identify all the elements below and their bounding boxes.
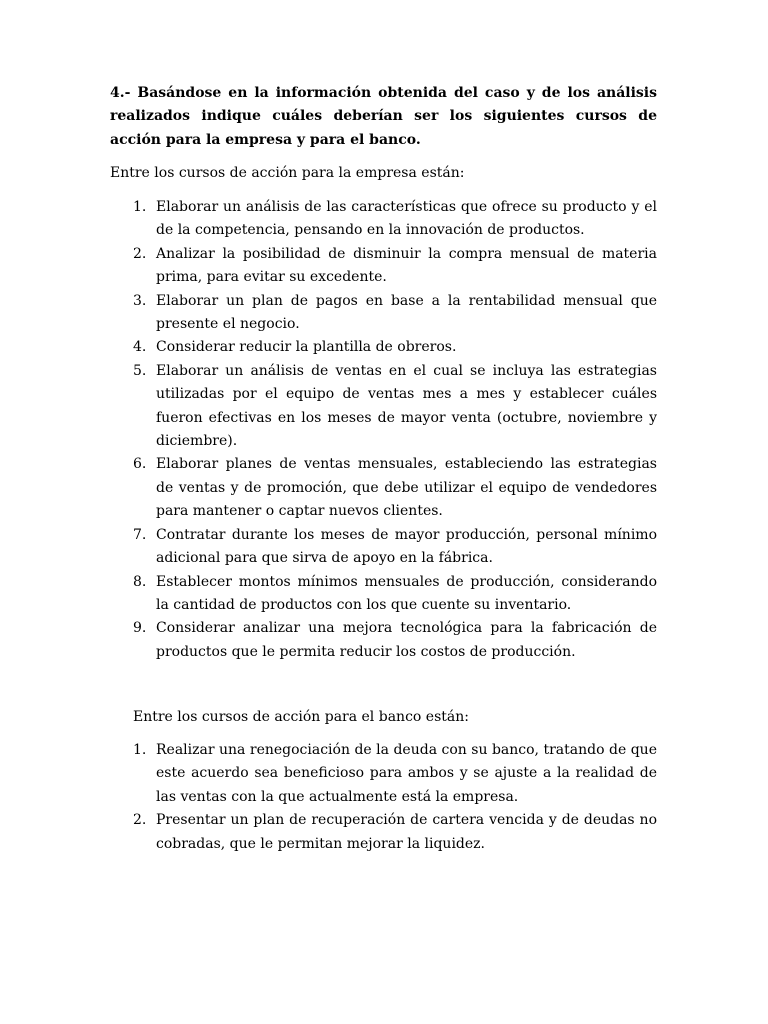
item-number: 8.: [133, 573, 147, 590]
list-item: [110, 243, 657, 290]
list-item: [110, 571, 657, 618]
item-number: 2.: [133, 812, 147, 829]
list-item: [110, 196, 657, 243]
list-item: [110, 336, 657, 359]
item-text: Establecer montos mínimos mensuales de producción, considerando la cantidad de productos con los que cuente su inventario.: [156, 573, 657, 613]
item-text: Analizar la posibilidad de disminuir la compra mensual de materia prima, para evitar su excedente.: [156, 245, 657, 286]
item-number: 4.: [133, 339, 147, 356]
bank-action-list: [110, 739, 657, 856]
list-item: [110, 524, 657, 571]
item-text: Elaborar planes de ventas mensuales, estableciendo las estrategias de ventas y de promoción, que debe utilizar el equipo de vendedores para mantener o captar nuevos clientes.: [156, 456, 657, 520]
item-number: 9.: [133, 620, 147, 637]
company-intro: Entre los cursos de acción para la empresa están:: [110, 165, 465, 181]
item-number: 6.: [133, 456, 147, 473]
company-action-list: [110, 196, 657, 664]
question-heading: 4.- Basándose en la información obtenida del caso y de los análisis realizados indique cuáles deberían ser los siguientes cursos de acción para la empresa y para el banco.: [110, 85, 657, 148]
item-text: Realizar una renegociación de la deuda con su banco, tratando de que este acuerdo sea beneficioso para ambos y se ajuste a la realidad de las ventas con la que actualmente está la empresa.: [156, 742, 657, 805]
item-number: 3.: [133, 292, 147, 309]
list-item: [110, 617, 657, 664]
item-number: 1.: [133, 199, 147, 215]
item-text: Elaborar un análisis de las características que ofrece su producto y el de la competencia, pensando en la innovación de productos.: [156, 199, 657, 239]
item-number: 5.: [133, 362, 147, 379]
list-item: [110, 453, 657, 523]
list-item: [110, 290, 657, 337]
item-text: Contratar durante los meses de mayor producción, personal mínimo adicional para que sirva de apoyo en la fábrica.: [156, 526, 657, 567]
list-item: [110, 360, 657, 454]
item-number: 1.: [133, 742, 147, 758]
item-text: Elaborar un plan de pagos en base a la rentabilidad mensual que presente el negocio.: [156, 292, 657, 333]
item-number: 7.: [133, 526, 147, 543]
bank-intro: Entre los cursos de acción para el banco están:: [133, 709, 469, 725]
list-item: [110, 739, 657, 809]
list-item: [110, 809, 657, 856]
item-text: Considerar reducir la plantilla de obreros.: [156, 339, 457, 356]
item-number: 2.: [133, 245, 147, 262]
item-text: Elaborar un análisis de ventas en el cual se incluya las estrategias utilizadas por el equipo de ventas mes a mes y establecer cuáles fueron efectivas en los meses de mayor venta (octubre, noviembre y diciembre).: [156, 362, 657, 450]
item-text: Considerar analizar una mejora tecnológica para la fabricación de productos que le permita reducir los costos de producción.: [156, 620, 657, 660]
item-text: Presentar un plan de recuperación de cartera vencida y de deudas no cobradas, que le permitan mejorar la liquidez.: [156, 812, 657, 852]
